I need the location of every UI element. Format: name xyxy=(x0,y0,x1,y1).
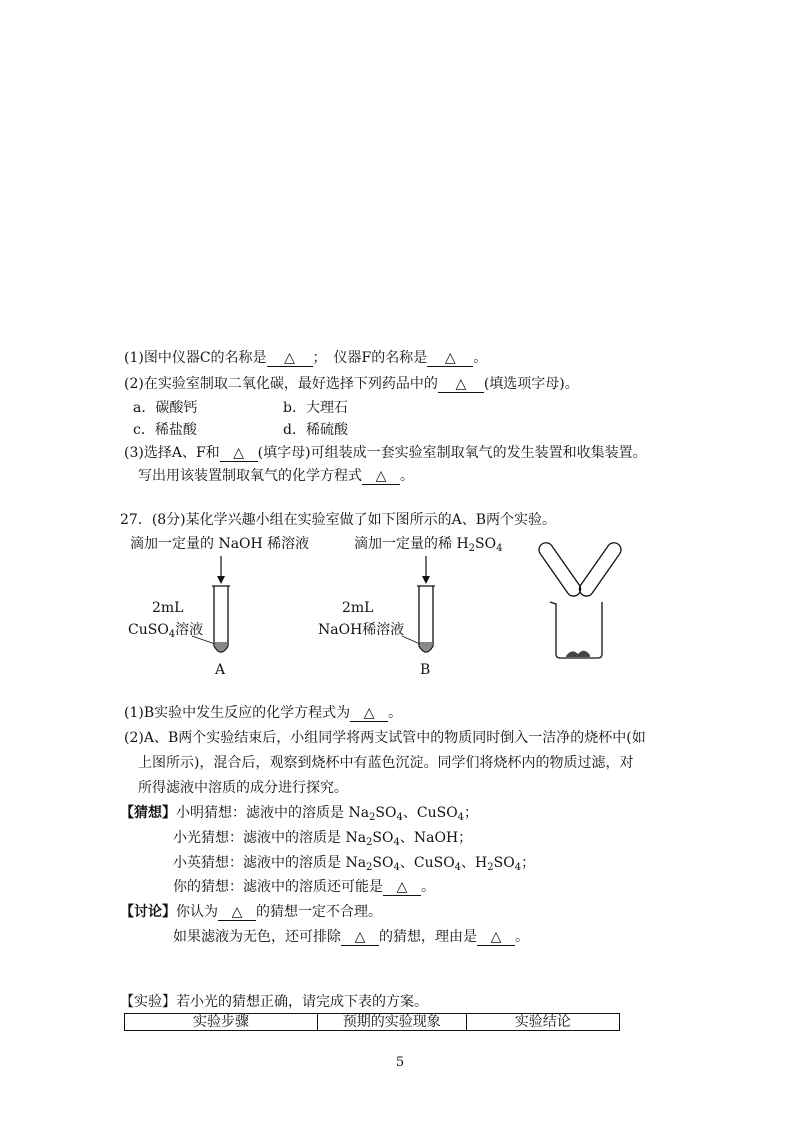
figure-b-volume: 2mL xyxy=(342,600,374,616)
tilted-tube-right xyxy=(577,540,624,599)
option-d: d．稀硫酸 xyxy=(283,422,348,438)
table-header-row xyxy=(125,1014,620,1031)
answer-blank[interactable]: △ xyxy=(341,929,379,946)
figure-b-top-label: 滴加一定量的稀 $H_2SO_4$ xyxy=(354,536,503,554)
experiment-plan-table xyxy=(124,1013,620,1031)
beaker-precipitate xyxy=(566,651,590,657)
discussion-1: 【讨论】你认为 △ 的猜想一定不合理。 xyxy=(120,904,382,920)
page-number: 5 xyxy=(395,1055,405,1070)
q27-part1: (1)B实验中发生反应的化学方程式为 △ 。 xyxy=(124,705,403,721)
answer-blank[interactable]: △ xyxy=(218,904,256,921)
answer-blank[interactable]: △ xyxy=(427,350,473,367)
answer-blank[interactable]: △ xyxy=(362,468,400,485)
q26-part1: (1)图中仪器C的名称是 △ ； 仪器F的名称是 △ 。 xyxy=(124,350,488,366)
q27-part2-line1: (2)A、B两个实验结束后，小组同学将两支试管中的物质同时倒入一洁净的烧杯中(如 xyxy=(124,730,646,746)
q26-part3: (3)选择A、F和 △ (填字母)可组装成一套实验室制取氧气的发生装置和收集装置。 xyxy=(124,445,647,461)
discussion-2: 如果滤液为无色，还可排除 △ 的猜想，理由是 △ 。 xyxy=(173,929,529,945)
answer-blank[interactable]: △ xyxy=(350,705,388,722)
pointer-b xyxy=(402,636,420,644)
q26-part2: (2)在实验室制取二氧化碳，最好选择下列药品中的 △ (填选项字母)。 xyxy=(124,376,579,392)
figure-a-label: A xyxy=(215,662,226,678)
beaker xyxy=(550,602,602,658)
tilted-tube-left xyxy=(536,540,583,599)
q26-part3-equation: 写出用该装置制取氧气的化学方程式 △ 。 xyxy=(138,468,414,484)
q27-stem: 27．(8分)某化学兴趣小组在实验室做了如下图所示的A、B两个实验。 xyxy=(120,512,557,528)
figure-b-label: B xyxy=(420,662,431,678)
guess-xiaoying: 小英猜想：滤液中的溶质是 $Na_2SO_4$、CuSO$_4$、$H_2SO_4$； xyxy=(173,855,536,873)
discussion-heading: 【讨论】 xyxy=(120,904,176,920)
figure-a-solution: CuSO$_4$溶液 xyxy=(128,622,204,640)
guess-yours: 你的猜想：滤液中的溶质还可能是 △ 。 xyxy=(173,879,435,895)
answer-blank[interactable]: △ xyxy=(383,879,421,896)
experiment-heading: 【实验】若小光的猜想正确，请完成下表的方案。 xyxy=(120,994,428,1010)
q27-part2-line3: 所得滤液中溶质的成分进行探究。 xyxy=(138,780,348,796)
answer-blank[interactable]: △ xyxy=(220,445,258,462)
header-conclusion: 实验结论 xyxy=(466,1014,619,1031)
header-steps: 实验步骤 xyxy=(125,1014,318,1031)
arrow-b-head xyxy=(422,576,430,584)
q27-part2-line2: 上图所示)，混合后，观察到烧杯中有蓝色沉淀。同学们将烧杯内的物质过滤，对 xyxy=(138,755,634,771)
guess-heading: 【猜想】 xyxy=(120,805,176,821)
figure-a-top-label: 滴加一定量的 NaOH 稀溶液 xyxy=(130,536,310,552)
pointer-a xyxy=(192,636,215,644)
answer-blank[interactable]: △ xyxy=(267,350,313,367)
answer-blank[interactable]: △ xyxy=(477,929,515,946)
guess-xiaoguang: 小光猜想：滤液中的溶质是 $Na_2SO_4$、NaOH； xyxy=(173,830,473,848)
experiment-figure xyxy=(120,530,640,680)
option-b: b．大理石 xyxy=(283,400,348,416)
arrow-a-head xyxy=(217,576,225,584)
option-a: a．碳酸钙 xyxy=(133,400,198,416)
figure-a-volume: 2mL xyxy=(152,600,184,616)
answer-blank[interactable]: △ xyxy=(438,376,484,393)
guess-xiaoming: 【猜想】小明猜想：滤液中的溶质是 $Na_2SO_4$、CuSO$_4$； xyxy=(120,805,479,823)
figure-b-solution: NaOH稀溶液 xyxy=(318,622,405,638)
header-phenomena: 预期的实验现象 xyxy=(318,1014,467,1031)
option-c: c．稀盐酸 xyxy=(133,422,197,438)
